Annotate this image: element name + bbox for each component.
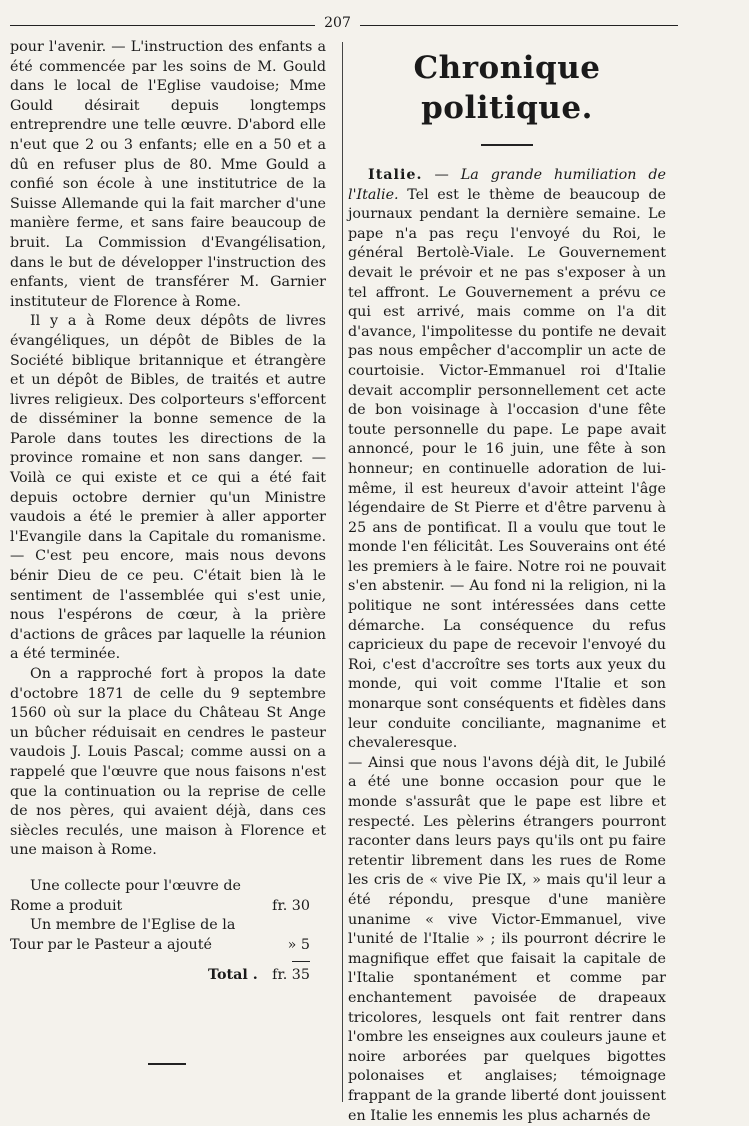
- left-paragraph-1: pour l'avenir. — L'instruction des enfants a été commencée par les soins de M. Gould dans le local de l'Eglise vaudoise; Mme Gould désirait depuis longtemps entreprendre une telle œuvre. D'abord elle n'eut que 2 ou 3 enfants; elle en a 50 et a dû en refuser plus de 80. Mme Gould a confié son école à une institutrice de la Suisse Allemande qui la fait marcher d'une manière ferme, et sans faire beaucoup de bruit. La Commission d'Evangélisation, dans le but de développer l'instruction des enfants, vient de transférer M. Garnier instituteur de Florence à Rome.: [10, 39, 326, 310]
- section-title: Chronique politique.: [413, 50, 601, 126]
- header-rule-left: [10, 25, 315, 26]
- collect-total-row: [10, 966, 326, 986]
- title-rule: [481, 144, 533, 146]
- total-label: Total .: [208, 967, 258, 984]
- header-rule-right: [360, 25, 678, 26]
- collection-list: [10, 877, 326, 986]
- right-paragraph-1: Italie. — La grande humiliation de l'Italie. Tel est le thème de beaucoup de journaux pendant la dernière semaine. Le pape n'a pas reçu l'envoyé du Roi, le général Bertolè-Viale. Le Gouvernement devait le prévoir et ne pas s'exposer à un tel affront. Le Gouvernement a prévu ce qui est arrivé, mais comme on l'a dit d'avance, l'impolitesse du pontife ne devait pas nous empêcher d'accomplir un acte de courtoisie. Victor-Emmanuel roi d'Italie devait accomplir personnellement cet acte de bon voisinage à l'occasion d'une fête toute personnelle du pape. Le pape avait annoncé, pour le 16 juin, une fête à son honneur; en continuelle adoration de lui-même, il est heureux d'avoir atteint l'âge légendaire de St Pierre et d'être parvenu à 25 ans de pontificat. Il a voulu que tout le monde l'en félicitât. Les Souverains ont été les premiers à le faire. Notre roi ne pouvait s'en abstenir. — Au fond ni la religion, ni la politique ne sont intéressées dans cette démarche. La conséquence du refus capricieux du pape de recevoir l'envoyé du Roi, c'est d'accroître ses torts aux yeux du monde, qui voit comme l'Italie et son monarque sont conséquents et fidèles dans leur conduite conciliante, magnanime et chevaleresque.: [348, 167, 667, 752]
- collect-line-4: Tour par le Pasteur a ajouté: [10, 936, 212, 953]
- left-column: [10, 38, 326, 986]
- italic-intro: La grande humiliation de l'Italie.: [348, 167, 666, 203]
- right-column: [348, 38, 666, 1126]
- sum-rule: [292, 961, 310, 962]
- page-header: [10, 14, 738, 34]
- collect-line-2: Rome a produit: [10, 897, 123, 914]
- collect-line-3: Un membre de l'Eglise de la: [30, 917, 236, 934]
- left-paragraph-2: Il y a à Rome deux dépôts de livres évangéliques, un dépôt de Bibles de la Société biblique britannique et étrangère et un dépôt de Bibles, de traités et autre livres religieux. Des colporteurs s'efforcent de disséminer la bonne semence de la Parole dans toutes les directions de la province romaine et non sans danger. — Voilà ce qui existe et ce qui a été fait depuis octobre dernier qu'un Ministre vaudois a été le premier à aller apporter l'Evangile dans la Capitale du romanisme. — C'est peu encore, mais nous devons bénir Dieu de ce peu. C'était bien là le sentiment de l'assemblée qui s'est unie, nous l'espérons de cœur, à la prière d'actions de grâces par laquelle la réunion a été terminée.: [10, 313, 326, 663]
- column-separator: [342, 42, 343, 1102]
- collect-amount-1: fr. 30: [272, 897, 310, 914]
- total-amount: fr. 35: [272, 967, 310, 984]
- section-end-rule: [148, 1063, 186, 1065]
- lead-word: Italie.: [368, 167, 423, 183]
- page-number: 207: [324, 15, 351, 31]
- collect-row-3: [10, 916, 326, 936]
- collect-row-1: [10, 877, 326, 897]
- right-paragraph-2: — Ainsi que nous l'avons déjà dit, le Jubilé a été une bonne occasion pour que le monde s'assurât que le pape est libre et respecté. Les pèlerins étrangers pourront raconter dans leurs pays qu'ils ont pu faire retentir librement dans les rues de Rome les cris de « vive Pie IX, » mais qu'il leur a été répondu, presque d'une manière unanime « vive Victor-Emmanuel, vive l'unité de l'Italie » ; ils pourront décrire le magnifique effet que faisait la capitale de l'Italie spontanément et comme par enchantement pavoisée de drapeaux tricolores, lesquels ont fait rentrer dans l'ombre les enseignes aux couleurs jaune et noire arborées par quelques bigottes polonaises et anglaises; témoignage frappant de la grande liberté dont jouissent en Italie les ennemis les plus acharnés de: [348, 754, 666, 1124]
- collect-amount-2: » 5: [287, 936, 310, 953]
- right-paragraph-1-text: Tel est le thème de beaucoup de journaux pendant la dernière semaine. Le pape n'a pas reçu l'envoyé du Roi, le général Bertolè-Viale. Le Gouvernement devait le prévoir et ne pas s'exposer à un tel affront. Le Gouvernement a prévu ce qui est arrivé, mais comme on l'a dit d'avance, l'impolitesse du pontife ne devait pas nous empêcher d'accomplir un acte de courtoisie. Victor-Emmanuel roi d'Italie devait accomplir personnellement cet acte de bon voisinage à l'occasion d'une fête toute personnelle du pape. Le pape avait annoncé, pour le 16 juin, une fête à son honneur; en continuelle adoration de lui-même, il est heureux d'avoir atteint l'âge légendaire de St Pierre et d'être parvenu à 25 ans de pontificat. Il a voulu que tout le monde l'en félicitât. Les Souverains ont été les premiers à le faire. Notre roi ne pouvait s'en abstenir. — Au fond ni la religion, ni la politique ne sont intéressées dans cette démarche. La conséquence du refus capricieux du pape de recevoir l'envoyé du Roi, c'est d'accroître ses torts aux yeux du monde, qui voit comme l'Italie et son monarque sont conséquents et fidèles dans leur conduite conciliante, magnanime et chevaleresque.: [348, 186, 667, 752]
- collect-row-4: [10, 936, 326, 956]
- collect-row-2: [10, 897, 326, 917]
- left-paragraph-3: On a rapproché fort à propos la date d'octobre 1871 de celle du 9 septembre 1560 où sur la place du Château St Ange un bûcher réduisait en cendres le pasteur vaudois J. Louis Pascal; comme aussi on a rappelé que l'œuvre que nous faisons n'est que la continuation ou la reprise de celle de nos pères, qui avaient déjà, dans ces siècles reculés, une maison à Florence et une maison à Rome.: [10, 666, 326, 859]
- collect-line-1: Une collecte pour l'œuvre de: [30, 877, 241, 894]
